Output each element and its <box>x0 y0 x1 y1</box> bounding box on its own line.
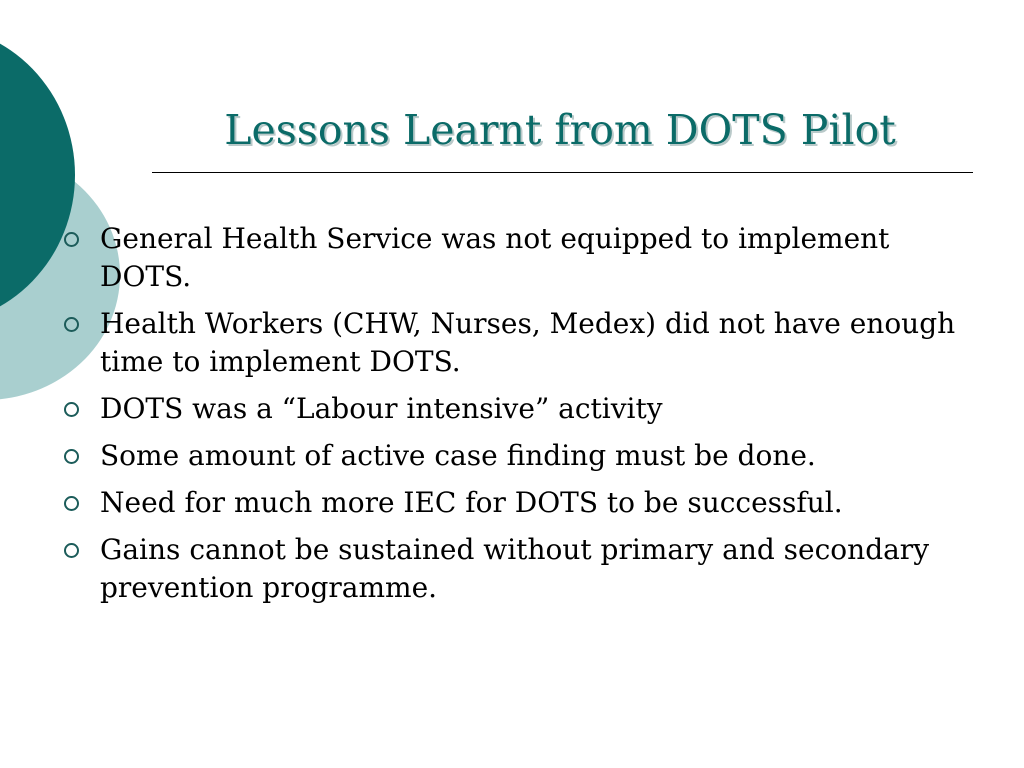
bullet-item <box>60 220 980 296</box>
hollow-circle-bullet-icon <box>64 232 79 247</box>
bullet-text: Need for much more IEC for DOTS to be successful. <box>100 486 843 519</box>
title-underline <box>152 172 973 173</box>
bullet-text: Gains cannot be sustained without primary and secondary prevention programme. <box>100 533 930 604</box>
hollow-circle-bullet-icon <box>64 402 79 417</box>
bullet-text: General Health Service was not equipped to implement DOTS. <box>100 222 890 293</box>
hollow-circle-bullet-icon <box>64 317 79 332</box>
bullet-item <box>60 305 980 381</box>
bullet-item <box>60 437 980 475</box>
hollow-circle-bullet-icon <box>64 449 79 464</box>
bullet-list <box>60 220 980 616</box>
hollow-circle-bullet-icon <box>64 496 79 511</box>
hollow-circle-bullet-icon <box>64 543 79 558</box>
bullet-text: Health Workers (CHW, Nurses, Medex) did not have enough time to implement DOTS. <box>100 307 956 378</box>
bullet-text: Some amount of active case finding must be done. <box>100 439 816 472</box>
bullet-item <box>60 390 980 428</box>
bullet-text: DOTS was a “Labour intensive” activity <box>100 392 663 425</box>
bullet-item <box>60 484 980 522</box>
slide-title: Lessons Learnt from DOTS Pilot <box>224 106 896 154</box>
bullet-item <box>60 531 980 607</box>
